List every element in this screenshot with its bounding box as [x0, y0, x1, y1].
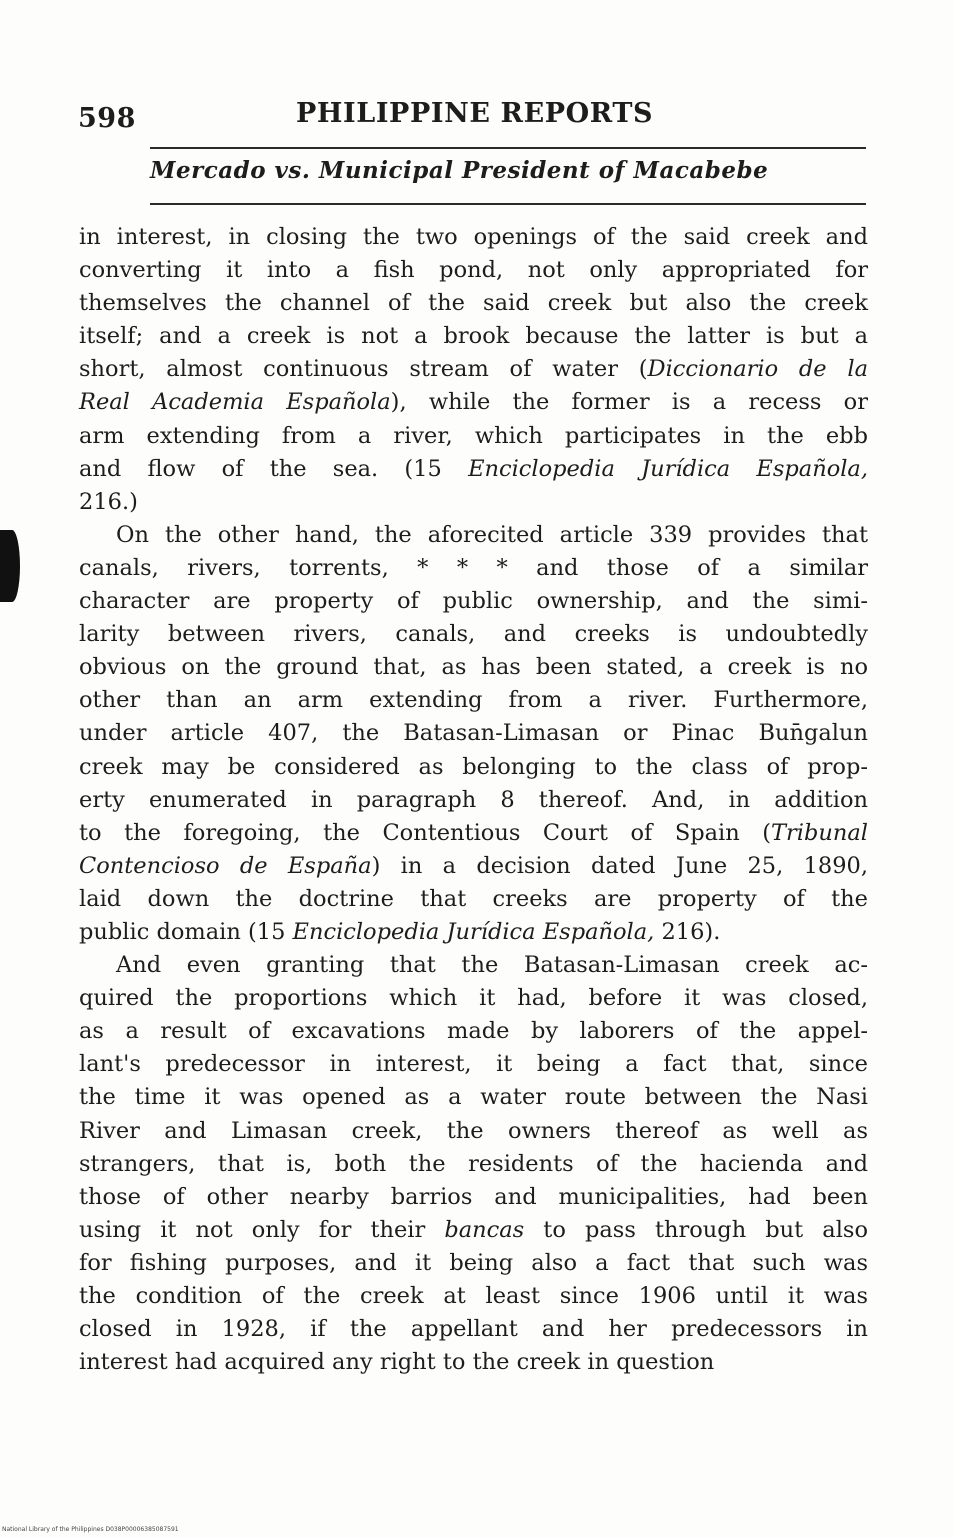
- text-line: [79, 1214, 868, 1247]
- text-segment: larity between rivers, canals, and creeks is undoubtedly: [79, 621, 868, 648]
- text-line: [79, 486, 868, 519]
- text-line: [79, 1015, 868, 1048]
- text-segment: in interest, in closing the two openings of the said creek and: [79, 224, 868, 250]
- text-segment: Enciclopedia Jurídica Española,: [292, 918, 655, 945]
- text-segment: themselves the channel of the said creek but also the creek: [79, 290, 868, 317]
- text-segment: short, almost continuous stream of water (: [79, 356, 648, 383]
- text-segment: itself; and a creek is not a brook because the latter is but a: [79, 323, 868, 350]
- text-line: [79, 1148, 868, 1181]
- text-segment: Real Academia Española: [79, 389, 391, 416]
- text-line: [79, 883, 868, 916]
- header-rule-bottom: [150, 203, 866, 205]
- text-segment: to pass through but also: [524, 1216, 869, 1243]
- text-segment: public domain (15: [79, 918, 293, 945]
- text-line: [79, 1247, 868, 1280]
- text-segment: using it not only for their: [79, 1216, 445, 1243]
- text-segment: for fishing purposes, and it being also a fact that such was: [79, 1249, 868, 1276]
- text-segment: the time it was opened as a water route between the Nasi: [79, 1084, 868, 1111]
- text-segment: 216).: [654, 918, 721, 945]
- text-segment: closed in 1928, if the appellant and her predecessors in: [79, 1316, 868, 1343]
- text-segment: obvious on the ground that, as has been stated, a creek is no: [79, 654, 868, 681]
- text-segment: Tribunal: [771, 819, 868, 846]
- text-line: [79, 386, 868, 419]
- text-segment: bancas: [444, 1216, 525, 1243]
- text-line: [79, 1313, 868, 1346]
- text-segment: strangers, that is, both the residents of the hacienda and: [79, 1150, 868, 1177]
- text-line: [79, 618, 868, 651]
- header-rule-top: [150, 147, 866, 149]
- text-line: [79, 420, 868, 453]
- text-segment: Enciclopedia Jurídica Española,: [468, 455, 868, 482]
- text-segment: ), while the former is a recess or: [390, 389, 868, 416]
- body-text: [79, 221, 868, 1379]
- scan-edge-mark: [0, 530, 20, 602]
- text-line: [79, 320, 868, 353]
- text-segment: laid down the doctrine that creeks are property of the: [79, 885, 868, 912]
- text-line: [79, 1280, 868, 1313]
- text-line: [79, 982, 868, 1015]
- text-line: [79, 519, 868, 552]
- text-line: [79, 254, 868, 287]
- text-line: [79, 221, 868, 254]
- text-segment: quired the proportions which it had, before it was closed,: [79, 985, 868, 1012]
- text-line: [79, 1115, 868, 1148]
- text-segment: and flow of the sea. (15: [79, 455, 469, 482]
- text-segment: those of other nearby barrios and municipalities, had been: [79, 1183, 868, 1210]
- text-segment: converting it into a fish pond, not only appropriated for: [79, 257, 868, 284]
- text-segment: arm extending from a river, which participates in the ebb: [79, 422, 868, 449]
- text-segment: to the foregoing, the Contentious Court of Spain (: [79, 819, 772, 846]
- text-line: [79, 651, 868, 684]
- text-segment: erty enumerated in paragraph 8 thereof. And, in addition: [79, 786, 868, 813]
- text-segment: Diccionario de la: [647, 356, 868, 383]
- text-line: [79, 1346, 868, 1379]
- text-segment: River and Limasan creek, the owners thereof as well as: [79, 1117, 868, 1144]
- text-segment: lant's predecessor in interest, it being a fact that, since: [79, 1051, 868, 1078]
- text-segment: 216.): [79, 488, 138, 515]
- text-segment: Contencioso de España: [79, 852, 372, 879]
- text-segment: as a result of excavations made by laborers of the appel-: [79, 1018, 868, 1045]
- text-segment: the condition of the creek at least since 1906 until it was: [79, 1283, 868, 1309]
- running-title: PHILIPPINE REPORTS: [296, 98, 654, 129]
- page-number: 598: [78, 103, 136, 134]
- text-line: [79, 817, 868, 850]
- case-title: Mercado vs. Municipal President of Macabebe: [150, 157, 769, 184]
- text-line: [79, 1081, 868, 1114]
- text-line: [79, 1048, 868, 1081]
- text-line: [79, 552, 868, 585]
- text-segment: character are property of public ownership, and the simi-: [79, 588, 868, 615]
- text-line: [79, 717, 868, 750]
- text-line: [79, 850, 868, 883]
- text-line: [79, 916, 868, 949]
- text-line: [79, 353, 868, 386]
- text-segment: canals, rivers, torrents, * * * and those of a similar: [79, 554, 868, 581]
- text-line: [79, 684, 868, 717]
- text-line: [79, 751, 868, 784]
- text-segment: And even granting that the Batasan-Limasan creek ac-: [116, 952, 868, 979]
- text-line: [79, 453, 868, 486]
- text-segment: On the other hand, the aforecited article 339 provides that: [116, 521, 868, 548]
- text-segment: creek may be considered as belonging to the class of prop-: [79, 753, 868, 780]
- text-segment: other than an arm extending from a river. Furthermore,: [79, 687, 868, 714]
- text-segment: interest had acquired any right to the creek in question: [79, 1349, 715, 1376]
- text-line: [79, 949, 868, 982]
- text-segment: under article 407, the Batasan-Limasan or Pinac Bun̄galun: [79, 720, 868, 747]
- text-line: [79, 287, 868, 320]
- text-line: [79, 585, 868, 618]
- text-segment: ) in a decision dated June 25, 1890,: [371, 852, 868, 879]
- text-line: [79, 1181, 868, 1214]
- scan-footer-id: National Library of the Philippines D038P00006385087591: [2, 1526, 179, 1533]
- text-line: [79, 784, 868, 817]
